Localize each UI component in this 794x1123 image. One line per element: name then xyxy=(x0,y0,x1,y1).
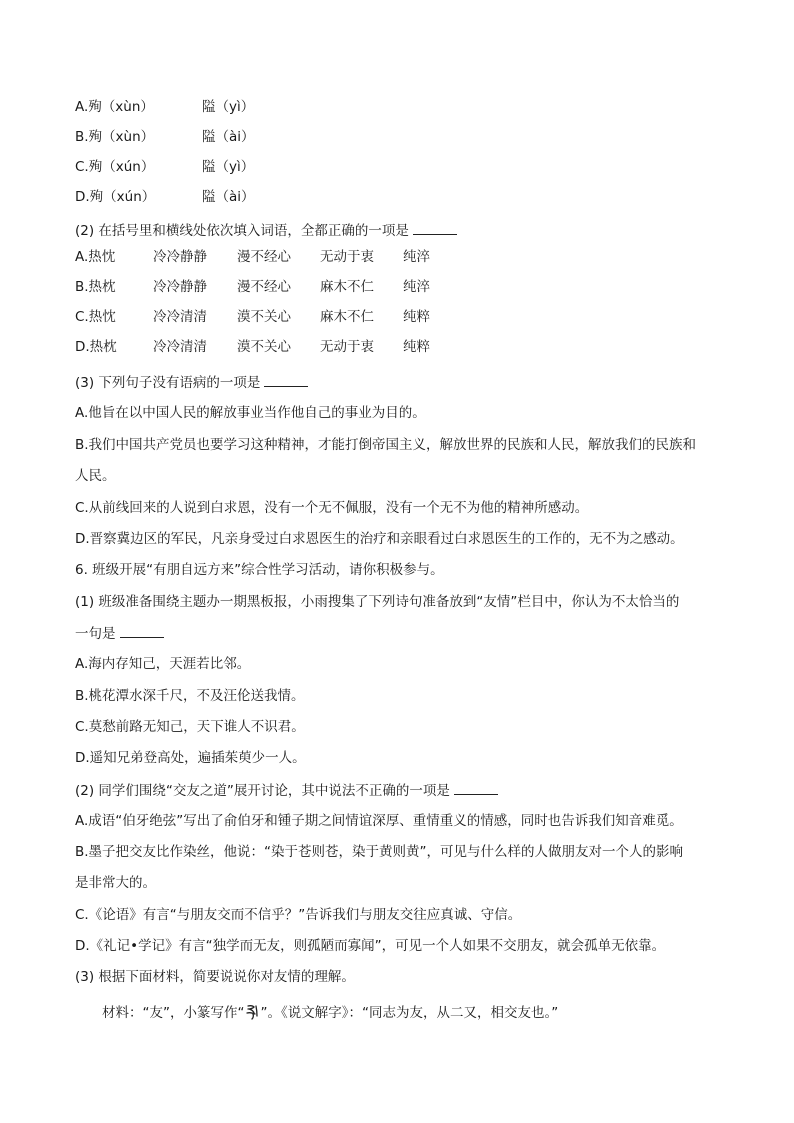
answer-blank[interactable] xyxy=(120,623,164,638)
q6-2-stem xyxy=(75,780,498,801)
q5-3-option-b: B.我们中国共产党员也要学习这种精神，才能打倒帝国主义，解放世界的民族和人民，解放我们的民族和 xyxy=(75,437,697,453)
option-word: D.热枕 xyxy=(75,339,117,355)
answer-blank[interactable] xyxy=(454,780,498,795)
q6-2-option-d: D.《礼记•学记》有言“独学而无友，则孤陋而寡闻”，可见一个人如果不交朋友，就会孤单无依靠。 xyxy=(75,938,666,954)
material-text-end: ”。《说文解字》：“同志为友，从二又，相交友也。” xyxy=(260,1005,559,1021)
option-word: 无动于衷 xyxy=(320,339,374,355)
option-pinyin: 隘（yì） xyxy=(202,99,255,115)
option-word: 麻木不仁 xyxy=(320,279,374,295)
q6-1-option-a: A.海内存知己，天涯若比邻。 xyxy=(75,656,251,672)
option-word: D.殉（xún） xyxy=(75,189,156,205)
q6-1-option-c: C.莫愁前路无知己，天下谁人不识君。 xyxy=(75,719,305,735)
question-text: (2) 在括号里和横线处依次填入词语，全都正确的一项是 xyxy=(75,223,409,239)
q5-2-stem xyxy=(75,220,457,241)
option-word: A.热忱 xyxy=(75,249,116,265)
option-word: 漫不经心 xyxy=(237,279,291,295)
option-word: 漠不关心 xyxy=(237,339,291,355)
seal-script-you-icon xyxy=(245,1004,259,1020)
option-word: 纯粹 xyxy=(403,339,430,355)
answer-blank[interactable] xyxy=(264,372,308,387)
option-pinyin: 隘（ài） xyxy=(202,129,255,145)
option-word: 纯淬 xyxy=(403,279,430,295)
q5-3-option-b-cont: 人民。 xyxy=(75,468,116,484)
q6-2-option-b-cont: 是非常大的。 xyxy=(75,875,156,891)
q6-1-stem-cont xyxy=(75,623,164,644)
q5-3-option-c: C.从前线回来的人说到白求恩，没有一个无不佩服，没有一个无不为他的精神所感动。 xyxy=(75,500,589,516)
question-text: 一句是 xyxy=(75,626,116,642)
q6-1-option-b: B.桃花潭水深千尺，不及汪伦送我情。 xyxy=(75,688,305,704)
q5-3-stem xyxy=(75,372,308,393)
option-pinyin: 隘（ài） xyxy=(202,189,255,205)
material-text-start: 材料：“友”，小篆写作“ xyxy=(102,1005,245,1021)
q6-2-option-b: B.墨子把交友比作染丝，他说：“染于苍则苍，染于黄则黄”，可见与什么样的人做朋友对一个人的影响 xyxy=(75,844,684,860)
q6-title: 6. 班级开展“有朋自远方来”综合性学习活动，请你积极参与。 xyxy=(75,562,444,578)
question-text: (3) 下列句子没有语病的一项是 xyxy=(75,375,261,391)
option-word: 无动于衷 xyxy=(320,249,374,265)
option-word: 冷冷清清 xyxy=(153,339,207,355)
option-word: B.殉（xùn） xyxy=(75,129,155,145)
option-word: 麻木不仁 xyxy=(320,309,374,325)
option-word: 漠不关心 xyxy=(237,309,291,325)
option-pinyin: 隘（yì） xyxy=(202,159,255,175)
option-word: B.热枕 xyxy=(75,279,116,295)
option-word: C.热忱 xyxy=(75,309,116,325)
q6-2-option-a: A.成语“伯牙绝弦”写出了俞伯牙和锺子期之间情谊深厚、重情重义的情感，同时也告诉我们知音难觅。 xyxy=(75,813,683,829)
q6-2-option-c: C.《论语》有言“与朋友交而不信乎？”告诉我们与朋友交往应真诚、守信。 xyxy=(75,907,522,923)
q6-3-material xyxy=(102,1003,558,1023)
option-word: 纯淬 xyxy=(403,249,430,265)
option-word: A.殉（xùn） xyxy=(75,99,154,115)
option-word: C.殉（xún） xyxy=(75,159,155,175)
question-text: (2) 同学们围绕“交友之道”展开讨论，其中说法不正确的一项是 xyxy=(75,783,450,799)
answer-blank[interactable] xyxy=(413,220,457,235)
option-word: 纯粹 xyxy=(403,309,430,325)
q6-1-option-d: D.遥知兄弟登高处，遍插茱萸少一人。 xyxy=(75,750,306,766)
option-word: 冷冷清清 xyxy=(153,309,207,325)
q5-3-option-d: D.晋察冀边区的军民，凡亲身受过白求恩医生的治疗和亲眼看过白求恩医生的工作的，无不为之感动。 xyxy=(75,531,684,547)
q5-3-option-a: A.他旨在以中国人民的解放事业当作他自己的事业为目的。 xyxy=(75,405,426,421)
q6-3-stem: (3) 根据下面材料，简要说说你对友情的理解。 xyxy=(75,969,355,985)
option-word: 冷冷静静 xyxy=(153,249,207,265)
q6-1-stem: (1) 班级准备围绕主题办一期黑板报，小雨搜集了下列诗句准备放到“友情”栏目中，你认为不太恰当的 xyxy=(75,594,680,610)
option-word: 冷冷静静 xyxy=(153,279,207,295)
option-word: 漫不经心 xyxy=(237,249,291,265)
